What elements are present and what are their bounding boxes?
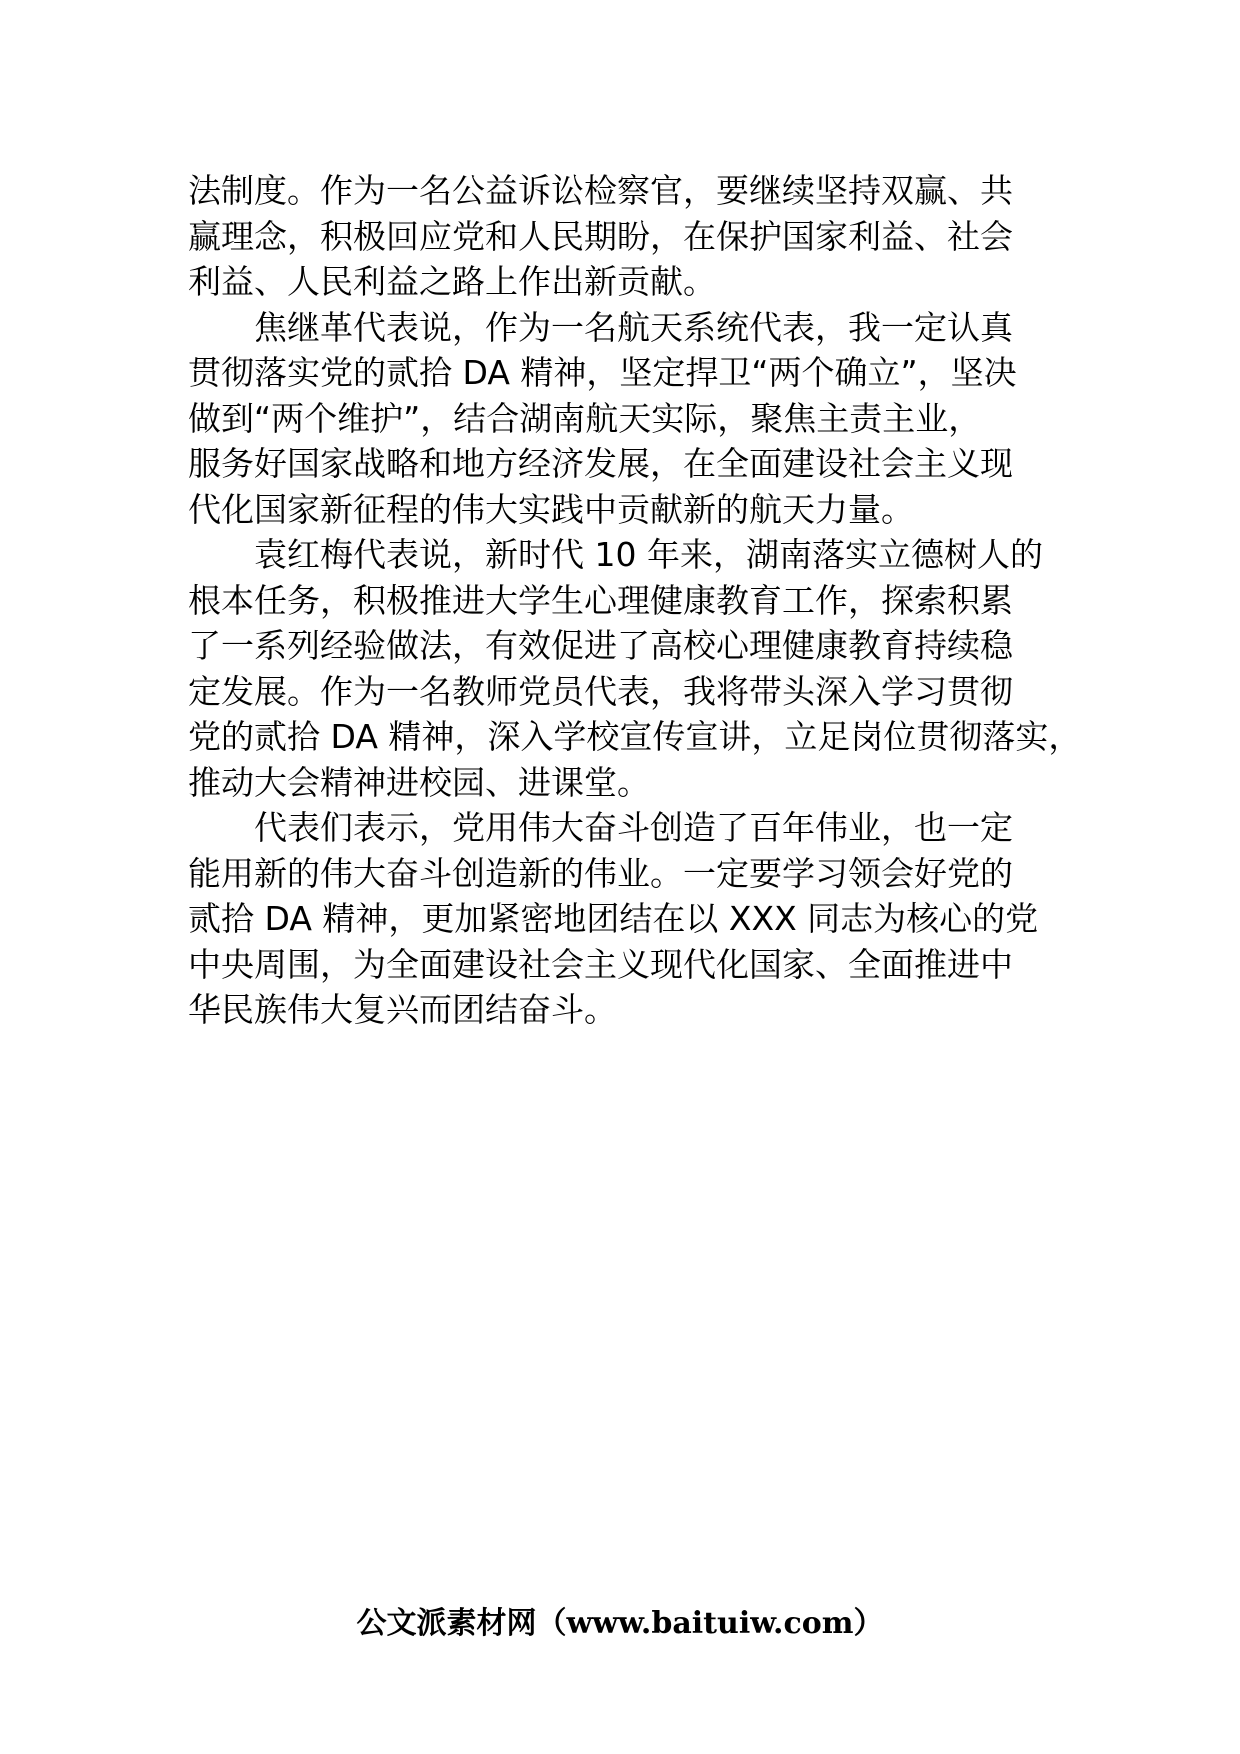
paragraph-4-line-5: 华民族伟大复兴而团结奋斗。 — [188, 990, 617, 1029]
paragraph-3-line-2: 根本任务，积极推进大学生心理健康教育工作，探索积累 — [188, 580, 1013, 620]
paragraph-3-line-1: 袁红梅代表说，新时代 10 年来，湖南落实立德树人的 — [254, 535, 1043, 574]
paragraph-1-line-2: 赢理念，积极回应党和人民期盼，在保护国家利益、社会 — [188, 216, 1013, 256]
paragraph-4-line-2: 能用新的伟大奋斗创造新的伟业。一定要学习领会好党的 — [188, 853, 1013, 893]
paragraph-3-line-6: 推动大会精神进校园、进课堂。 — [188, 762, 650, 802]
paragraph-2-line-5: 代化国家新征程的伟大实践中贡献新的航天力量。 — [188, 489, 914, 529]
paragraph-2-line-3: 做到“两个维护”，结合湖南航天实际，聚焦主责主业， — [188, 398, 982, 438]
paragraph-4-line-4: 中央周围，为全面建设社会主义现代化国家、全面推进中 — [188, 944, 1013, 984]
paragraph-4-line-1: 代表们表示，党用伟大奋斗创造了百年伟业，也一定 — [254, 808, 1013, 847]
paragraph-3-line-5: 党的贰拾 DA 精神，深入学校宣传宣讲，立足岗位贯彻落实， — [188, 717, 1082, 756]
paragraph-1-line-3: 利益、人民利益之路上作出新贡献。 — [188, 262, 716, 301]
paragraph-3-line-3: 了一系列经验做法，有效促进了高校心理健康教育持续稳 — [188, 626, 1013, 665]
paragraph-3-line-4: 定发展。作为一名教师党员代表，我将带头深入学习贯彻 — [188, 671, 1013, 711]
paragraph-2-line-1: 焦继革代表说，作为一名航天系统代表，我一定认真 — [254, 307, 1013, 347]
document-body — [188, 168, 1088, 1033]
paragraph-2-line-4: 服务好国家战略和地方经济发展，在全面建设社会主义现 — [188, 444, 1013, 483]
paragraph-4-line-3: 贰拾 DA 精神，更加紧密地团结在以 XXX 同志为核心的党 — [188, 899, 1039, 938]
paragraph-2-line-2: 贯彻落实党的贰拾 DA 精神，坚定捍卫“两个确立”，坚决 — [188, 353, 1017, 392]
paragraph-1-line-1: 法制度。作为一名公益诉讼检察官，要继续坚持双赢、共 — [188, 171, 1013, 210]
page-footer-source: 公文派素材网（www.baituiw.com） — [356, 1606, 884, 1641]
